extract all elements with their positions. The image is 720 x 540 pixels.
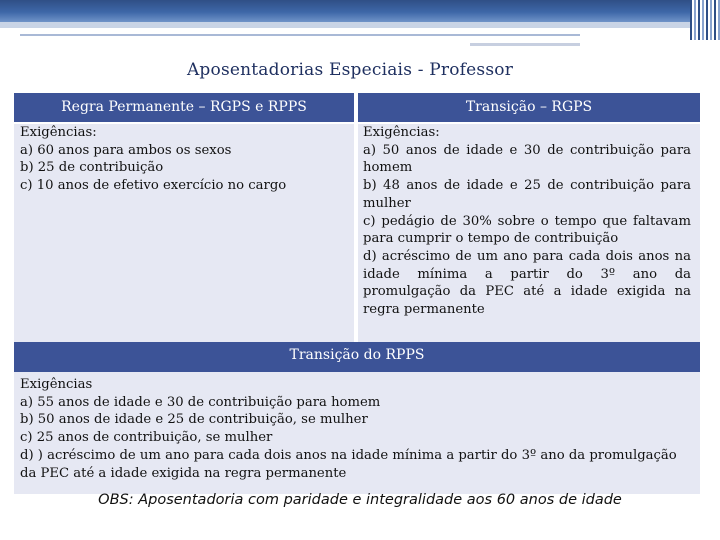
slide-top-decoration — [0, 0, 720, 38]
header-transicao-rpps: Transição do RPPS — [14, 342, 700, 372]
cell-line: promulgação da PEC até a idade exigida na — [363, 284, 691, 300]
top-right-stripes — [690, 0, 720, 40]
cell-line: d) ) acréscimo de um ano para cada dois anos na idade mínima a partir do 3º ano da promulgação — [20, 447, 677, 463]
cell-line: b) 50 anos de idade e 25 de contribuição, se mulher — [20, 412, 368, 428]
cell-line: mulher — [363, 195, 411, 211]
cell-line: Exigências: — [363, 125, 440, 140]
cell-line: b) 48 anos de idade e 25 de contribuição para — [363, 178, 691, 194]
obs-note: OBS: Aposentadoria com paridade e integralidade aos 60 anos de idade — [98, 492, 622, 508]
cell-line: Exigências: — [20, 125, 97, 140]
cell-line: Exigências — [20, 377, 93, 392]
cell-line: b) 25 de contribuição — [20, 160, 164, 176]
cell-line: d) acréscimo de um ano para cada dois anos na — [363, 248, 691, 264]
cell-line: homem — [363, 160, 413, 176]
cell-line: regra permanente — [363, 302, 485, 318]
header-regra-permanente: Regra Permanente – RGPS e RPPS — [14, 93, 354, 122]
title-rule — [20, 34, 580, 36]
cell-transicao-rgps — [358, 124, 700, 342]
header-transicao-rgps: Transição – RGPS — [358, 93, 700, 122]
cell-line: a) 50 anos de idade e 30 de contribuição para — [363, 142, 691, 158]
cell-line: c) pedágio de 30% sobre o tempo que faltavam — [363, 213, 691, 229]
slide-title: Aposentadorias Especiais - Professor — [186, 60, 514, 80]
cell-transicao-rpps — [14, 372, 700, 494]
cell-line: a) 55 anos de idade e 30 de contribuição para homem — [20, 394, 381, 410]
cell-line: da PEC até a idade exigida na regra permanente — [20, 465, 347, 481]
cell-line: c) 10 anos de efetivo exercício no cargo — [20, 178, 287, 194]
cell-line: para cumprir o tempo de contribuição — [363, 231, 619, 247]
top-light-band — [0, 22, 700, 28]
cell-regra-permanente — [14, 124, 354, 342]
cell-line: c) 25 anos de contribuição, se mulher — [20, 430, 273, 446]
top-blue-band — [0, 0, 690, 22]
title-rule-accent — [470, 43, 580, 46]
cell-line: a) 60 anos para ambos os sexos — [20, 142, 232, 158]
cell-line: idade mínima a partir do 3º ano da — [363, 266, 691, 282]
